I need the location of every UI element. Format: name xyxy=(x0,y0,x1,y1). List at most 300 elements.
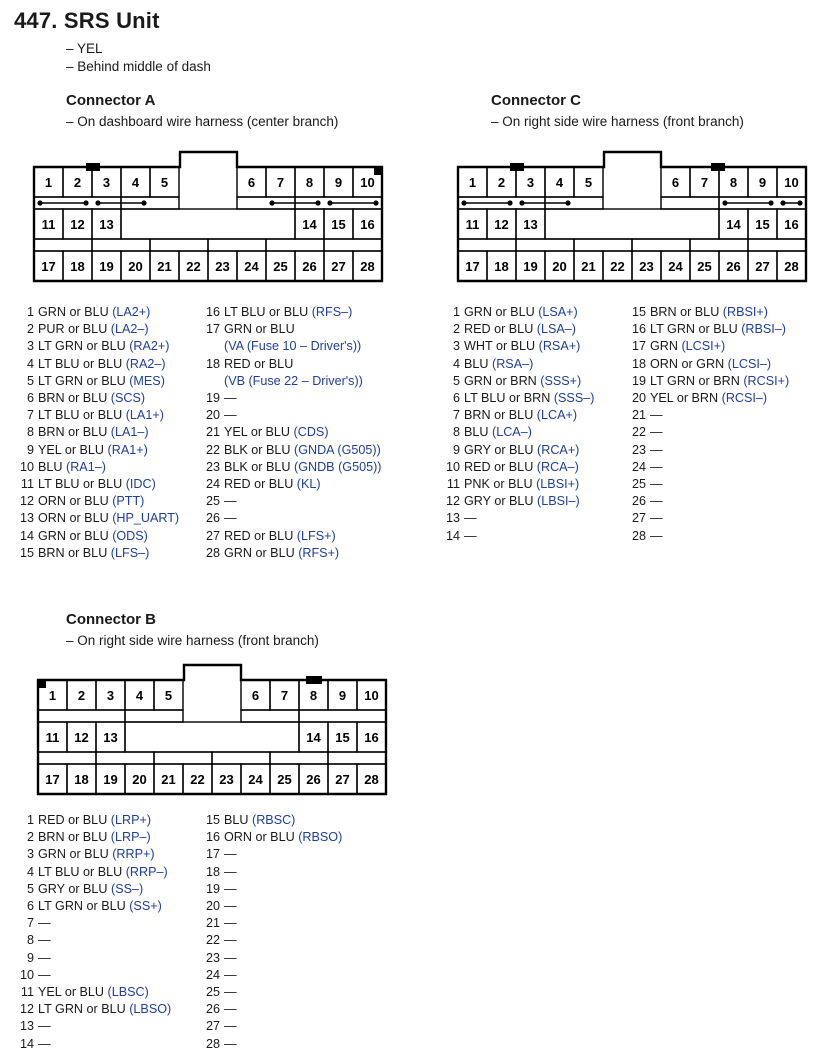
pin-number: 10 xyxy=(19,967,34,982)
pin-wire: — xyxy=(38,967,51,982)
pin-wire: — xyxy=(38,933,51,948)
pin-wire: — xyxy=(38,1019,51,1034)
pin-cell-number: 2 xyxy=(77,688,86,703)
pin-wire: ORN or BLU xyxy=(38,511,113,526)
pin-row xyxy=(200,812,342,829)
pin-wire: — xyxy=(224,511,237,526)
pin-cell-number: 17 xyxy=(45,772,60,787)
pin-wire: BRN or BLU xyxy=(38,425,111,440)
pin-row xyxy=(14,442,179,459)
pin-cell-number: 10 xyxy=(784,175,799,190)
connector-a-location: – On dashboard wire harness (center branch) xyxy=(66,114,339,129)
pin-cell-number: 14 xyxy=(302,217,317,232)
pin-row xyxy=(200,407,381,424)
pin-cell-number: 24 xyxy=(244,259,259,274)
pin-wire: BLU xyxy=(464,425,492,440)
pin-number: 24 xyxy=(205,967,220,982)
pin-wire: BRN or BLU xyxy=(38,391,111,406)
pin-row xyxy=(200,984,342,1001)
pin-cell-number: 15 xyxy=(331,217,346,232)
pin-wire: WHT or BLU xyxy=(464,339,539,354)
pin-signal: (SS–) xyxy=(111,881,144,896)
connector-diagram-svg xyxy=(457,150,807,284)
pin-wire: RED or BLU xyxy=(224,356,294,371)
pin-row xyxy=(626,356,789,373)
pin-cell-number: 20 xyxy=(552,259,567,274)
pin-signal: (LCSI+) xyxy=(681,339,726,354)
pin-row xyxy=(626,373,789,390)
pin-row xyxy=(200,829,342,846)
pin-wire: YEL or BLU xyxy=(38,985,108,1000)
pin-number: 14 xyxy=(19,528,34,543)
pin-wire: — xyxy=(224,494,237,509)
connector-c-location: – On right side wire harness (front branch) xyxy=(491,114,744,129)
pin-signal: (LA1–) xyxy=(110,425,149,440)
pin-cell-number: 17 xyxy=(465,259,480,274)
pin-number: 5 xyxy=(26,373,34,388)
pin-wire: — xyxy=(650,425,663,440)
pin-row xyxy=(626,390,789,407)
pin-cell-number: 12 xyxy=(494,217,509,232)
pin-number: 13 xyxy=(19,1019,34,1034)
pin-number: 12 xyxy=(19,494,34,509)
pin-number: 18 xyxy=(205,864,220,879)
pin-cell-number: 12 xyxy=(74,730,89,745)
pin-number: 14 xyxy=(19,1036,34,1051)
pin-number: 20 xyxy=(631,391,646,406)
mid-blank xyxy=(125,722,299,752)
pin-signal: (LSA–) xyxy=(536,322,576,337)
pin-row xyxy=(626,510,789,527)
pin-number: 22 xyxy=(205,442,220,457)
pin-signal: (LA1+) xyxy=(125,408,164,423)
pin-signal: (VB (Fuse 22 – Driver's)) xyxy=(224,373,363,388)
pin-number: 22 xyxy=(631,425,646,440)
connector-c-pinlist-1 xyxy=(440,304,594,545)
key-notch xyxy=(711,163,725,171)
pin-wire: — xyxy=(224,933,237,948)
pin-cell-number: 8 xyxy=(309,688,318,703)
pin-row xyxy=(14,459,179,476)
pin-cell-number: 9 xyxy=(334,175,343,190)
pin-row xyxy=(14,864,171,881)
pin-signal: (LA2+) xyxy=(112,305,151,319)
pin-row xyxy=(200,390,381,407)
pin-number: 25 xyxy=(205,985,220,1000)
pin-number: 4 xyxy=(26,356,34,371)
pin-wire: LT BLU or BLU xyxy=(38,864,126,879)
pin-number: 13 xyxy=(445,511,460,526)
key-notch xyxy=(38,680,46,688)
pin-number: 16 xyxy=(205,305,220,319)
pin-row xyxy=(440,407,594,424)
pin-row xyxy=(200,493,381,510)
pin-row xyxy=(200,442,381,459)
pin-signal: (LBSC) xyxy=(107,985,149,1000)
pin-number: 26 xyxy=(205,511,220,526)
pin-wire: ORN or GRN xyxy=(650,356,728,371)
pin-wire: LT GRN or BLU xyxy=(38,339,130,354)
connector-b-pinlist-1 xyxy=(14,812,171,1053)
connector-a-diagram xyxy=(33,150,383,284)
pin-number: 16 xyxy=(205,830,220,845)
pin-cell-number: 12 xyxy=(70,217,85,232)
pin-number: 8 xyxy=(26,425,34,440)
pin-row xyxy=(14,1001,171,1018)
pin-cell-number: 26 xyxy=(302,259,317,274)
pin-number: 19 xyxy=(631,373,646,388)
pin-number: 27 xyxy=(631,511,646,526)
pin-number: 26 xyxy=(631,494,646,509)
pin-signal: (SSS–) xyxy=(553,391,595,406)
pin-cell-number: 14 xyxy=(306,730,321,745)
pin-number: 27 xyxy=(205,528,220,543)
mid-blank xyxy=(545,209,719,239)
pin-number: 25 xyxy=(205,494,220,509)
pin-signal: (LA2–) xyxy=(110,322,149,337)
link-strip-left-ext xyxy=(125,710,183,722)
pin-wire: BRN or BLU xyxy=(38,830,111,845)
pin-signal: (LCSI–) xyxy=(727,356,772,371)
pin-cell-number: 1 xyxy=(44,175,53,190)
pin-cell-number: 15 xyxy=(755,217,770,232)
pin-signal: (SSS+) xyxy=(540,373,582,388)
connector-b-pinlist-2 xyxy=(200,812,342,1053)
pin-row xyxy=(440,321,594,338)
pin-row xyxy=(14,510,179,527)
pin-cell-number: 22 xyxy=(610,259,625,274)
pin-cell-number: 11 xyxy=(41,217,56,232)
pin-number: 21 xyxy=(205,425,220,440)
pin-cell-number: 6 xyxy=(671,175,680,190)
pin-row xyxy=(200,950,342,967)
pin-row xyxy=(14,545,179,562)
pin-wire: YEL or BLU xyxy=(38,442,108,457)
pin-row xyxy=(626,424,789,441)
pin-number: 1 xyxy=(26,305,34,319)
pin-cell-number: 20 xyxy=(128,259,143,274)
pin-number: 27 xyxy=(205,1019,220,1034)
pin-cell-number: 2 xyxy=(497,175,506,190)
pin-wire: — xyxy=(224,967,237,982)
pin-row xyxy=(200,321,381,338)
pin-wire: ORN or BLU xyxy=(224,830,299,845)
pin-number: 28 xyxy=(205,545,220,560)
pin-wire: — xyxy=(224,899,237,914)
shorting-bar-end xyxy=(461,200,466,205)
pin-cell-number: 20 xyxy=(132,772,147,787)
pin-wire: — xyxy=(224,847,237,862)
pin-cell-number: 27 xyxy=(755,259,770,274)
pin-cell-number: 24 xyxy=(668,259,683,274)
pin-wire: BLU xyxy=(464,356,492,371)
pin-signal: (LRP+) xyxy=(110,813,152,827)
pin-wire: GRN or BRN xyxy=(464,373,541,388)
pin-signal: (RRP–) xyxy=(125,864,168,879)
pin-signal: (LSA+) xyxy=(538,305,578,319)
pin-wire: — xyxy=(38,1036,51,1051)
pin-row xyxy=(200,932,342,949)
pin-number: 21 xyxy=(631,408,646,423)
pin-row xyxy=(440,476,594,493)
pin-row xyxy=(440,510,594,527)
pin-row xyxy=(200,1001,342,1018)
separator-segment xyxy=(270,752,328,764)
pin-signal: (LBSO) xyxy=(129,1002,172,1017)
connector-a-heading: Connector A xyxy=(66,92,156,109)
note-color: – YEL xyxy=(66,41,103,56)
pin-number: 1 xyxy=(26,813,34,827)
link-strip-right-ext xyxy=(661,197,719,209)
link-strip-right-ext xyxy=(241,710,299,722)
pin-wire: LT GRN or BLU xyxy=(38,373,130,388)
pin-wire: PNK or BLU xyxy=(464,477,537,492)
pin-row xyxy=(440,459,594,476)
pin-row xyxy=(440,338,594,355)
pin-number: 20 xyxy=(205,408,220,423)
pin-signal: (LCA+) xyxy=(536,408,578,423)
link-strip-right xyxy=(299,710,386,722)
separator-segment xyxy=(96,752,154,764)
pin-cell-number: 28 xyxy=(364,772,379,787)
pin-number: 17 xyxy=(205,322,220,337)
pin-cell-number: 5 xyxy=(584,175,593,190)
shorting-bar-end xyxy=(83,200,88,205)
pin-cell-number: 23 xyxy=(639,259,654,274)
connector-diagram-svg xyxy=(37,663,387,797)
pin-cell-number: 16 xyxy=(360,217,375,232)
pin-number: 14 xyxy=(445,528,460,543)
pin-cell-number: 1 xyxy=(48,688,57,703)
pin-number: 9 xyxy=(26,950,34,965)
pin-number: 10 xyxy=(19,459,34,474)
pin-cell-number: 3 xyxy=(102,175,111,190)
pin-row xyxy=(200,424,381,441)
pin-number: 17 xyxy=(631,339,646,354)
pin-wire: GRN or BLU xyxy=(224,322,295,337)
pin-row xyxy=(200,356,381,373)
pin-wire: GRY or BLU xyxy=(464,494,538,509)
pin-signal: (RCA+) xyxy=(537,442,580,457)
pin-wire: GRN xyxy=(650,339,682,354)
pin-signal: (RBSI–) xyxy=(741,322,787,337)
pin-cell-number: 28 xyxy=(360,259,375,274)
pin-signal: (RBSO) xyxy=(298,830,343,845)
shorting-bar-end xyxy=(315,200,320,205)
pin-wire: GRY or BLU xyxy=(464,442,538,457)
pin-signal: (RBSI+) xyxy=(722,305,768,319)
pin-wire: — xyxy=(224,950,237,965)
pin-wire: LT BLU or BLU xyxy=(224,305,312,319)
pin-number: 18 xyxy=(631,356,646,371)
pin-row xyxy=(14,528,179,545)
connector-a-pinlist-1 xyxy=(14,304,179,562)
pin-signal: (RA2–) xyxy=(125,356,166,371)
pin-wire: LT GRN or BLU xyxy=(38,1002,130,1017)
pin-number: 22 xyxy=(205,933,220,948)
pin-row xyxy=(14,407,179,424)
pin-wire: RED or BLU xyxy=(464,322,537,337)
pin-signal: (LCA–) xyxy=(492,425,532,440)
connector-b-diagram xyxy=(37,663,387,797)
pin-wire: RED or BLU xyxy=(38,813,111,827)
pin-wire: LT GRN or BLU xyxy=(650,322,742,337)
pin-signal: (HP_UART) xyxy=(112,511,180,526)
pin-row xyxy=(14,1018,171,1035)
pin-signal: (IDC) xyxy=(125,477,156,492)
pin-row xyxy=(14,812,171,829)
pin-number: 2 xyxy=(26,322,34,337)
pin-cell-number: 8 xyxy=(305,175,314,190)
pin-cell-number: 9 xyxy=(758,175,767,190)
pin-row xyxy=(440,373,594,390)
pin-row xyxy=(14,493,179,510)
pin-number: 23 xyxy=(631,442,646,457)
pin-number: 5 xyxy=(452,373,460,388)
pin-number: 23 xyxy=(205,459,220,474)
pin-number: 15 xyxy=(205,813,220,827)
pin-row xyxy=(14,932,171,949)
pin-wire: ORN or BLU xyxy=(38,494,113,509)
pin-wire: YEL or BLU xyxy=(224,425,294,440)
pin-number: 11 xyxy=(20,985,34,1000)
pin-number: 11 xyxy=(446,477,460,492)
pin-wire: — xyxy=(224,881,237,896)
pin-cell-number: 17 xyxy=(41,259,56,274)
pin-cell-number: 28 xyxy=(784,259,799,274)
pin-number: 25 xyxy=(631,477,646,492)
pin-row xyxy=(14,338,179,355)
pin-signal: (MES) xyxy=(129,373,165,388)
pin-row xyxy=(200,846,342,863)
pin-row xyxy=(200,1018,342,1035)
pin-number: 6 xyxy=(452,391,460,406)
pin-row xyxy=(14,304,179,321)
pin-row xyxy=(200,545,381,562)
pin-number: 15 xyxy=(631,305,646,319)
pin-number: 5 xyxy=(26,881,34,896)
shorting-bar-end xyxy=(565,200,570,205)
pin-cell-number: 6 xyxy=(247,175,256,190)
mid-blank xyxy=(121,209,295,239)
pin-cell-number: 13 xyxy=(99,217,114,232)
pin-wire: GRN or BLU xyxy=(38,847,113,862)
pin-number: 12 xyxy=(19,1002,34,1017)
pin-cell-number: 10 xyxy=(360,175,375,190)
separator-segment xyxy=(632,239,690,251)
pin-number: 16 xyxy=(631,322,646,337)
key-notch xyxy=(510,163,524,171)
pin-wire: LT BLU or BLU xyxy=(38,356,126,371)
pin-wire: — xyxy=(224,1036,237,1051)
pin-signal: (GNDA (G505)) xyxy=(294,442,381,457)
pin-cell-number: 7 xyxy=(276,175,285,190)
pin-signal: (SCS) xyxy=(110,391,146,406)
pin-row xyxy=(200,898,342,915)
separator-segment xyxy=(150,239,208,251)
pin-wire: GRN or BLU xyxy=(38,305,113,319)
pin-signal: (RSA–) xyxy=(492,356,534,371)
pin-cell-number: 19 xyxy=(103,772,118,787)
separator-segment xyxy=(212,752,270,764)
pin-row xyxy=(14,390,179,407)
pin-number: 11 xyxy=(20,477,34,492)
pin-number: 7 xyxy=(26,408,34,423)
separator-segment xyxy=(38,752,96,764)
pin-number: 24 xyxy=(631,459,646,474)
separator-segment xyxy=(34,239,92,251)
pin-signal: (CDS) xyxy=(293,425,329,440)
pin-wire: — xyxy=(650,408,663,423)
pin-signal: (RA1–) xyxy=(66,459,106,474)
pin-row xyxy=(440,442,594,459)
pin-cell-number: 16 xyxy=(364,730,379,745)
shorting-bar-end xyxy=(780,200,785,205)
pin-signal: (LFS–) xyxy=(110,545,150,560)
pin-signal: (RSA+) xyxy=(538,339,581,354)
pin-wire: BLU xyxy=(224,813,252,827)
pin-cell-number: 9 xyxy=(338,688,347,703)
pin-row xyxy=(14,424,179,441)
pin-signal: (RA1+) xyxy=(107,442,148,457)
pin-wire: BLU xyxy=(38,459,66,474)
pin-number: 4 xyxy=(452,356,460,371)
pin-cell-number: 6 xyxy=(251,688,260,703)
pin-signal: (RFS–) xyxy=(311,305,353,319)
pin-cell-number: 18 xyxy=(74,772,89,787)
pin-row xyxy=(626,528,789,545)
pin-cell-number: 18 xyxy=(494,259,509,274)
pin-signal: (PTT) xyxy=(112,494,145,509)
pin-row xyxy=(14,321,179,338)
pin-row xyxy=(200,1036,342,1053)
pin-row xyxy=(14,898,171,915)
pin-number: 21 xyxy=(205,916,220,931)
separator-segment xyxy=(324,239,382,251)
pin-cell-number: 24 xyxy=(248,772,263,787)
pin-row xyxy=(14,915,171,932)
pin-cell-number: 21 xyxy=(157,259,172,274)
pin-row xyxy=(440,528,594,545)
pin-number: 8 xyxy=(26,933,34,948)
pin-cell-number: 7 xyxy=(280,688,289,703)
pin-signal: (KL) xyxy=(296,477,321,492)
pin-cell-number: 14 xyxy=(726,217,741,232)
pin-wire: LT BLU or BLU xyxy=(38,408,126,423)
pin-wire: — xyxy=(650,511,663,526)
pin-wire: LT BLU or BRN xyxy=(464,391,554,406)
pin-number: 4 xyxy=(26,864,34,879)
connector-c-pinlist-2 xyxy=(626,304,789,545)
pin-row xyxy=(200,338,381,355)
pin-wire: — xyxy=(38,916,51,931)
pin-signal: (RFS+) xyxy=(298,545,340,560)
pin-signal: (RCSI+) xyxy=(743,373,790,388)
pin-cell-number: 19 xyxy=(523,259,538,274)
pin-signal: (SS+) xyxy=(129,899,162,914)
pin-number: 24 xyxy=(205,477,220,492)
connector-b-location: – On right side wire harness (front branch) xyxy=(66,633,319,648)
shorting-bar-end xyxy=(95,200,100,205)
pin-row xyxy=(200,881,342,898)
pin-cell-number: 23 xyxy=(219,772,234,787)
pin-row xyxy=(200,528,381,545)
pin-wire: — xyxy=(650,494,663,509)
pin-number: 20 xyxy=(205,899,220,914)
pin-signal: (RRP+) xyxy=(112,847,155,862)
pin-number: 8 xyxy=(452,425,460,440)
pin-number: 3 xyxy=(26,339,34,354)
